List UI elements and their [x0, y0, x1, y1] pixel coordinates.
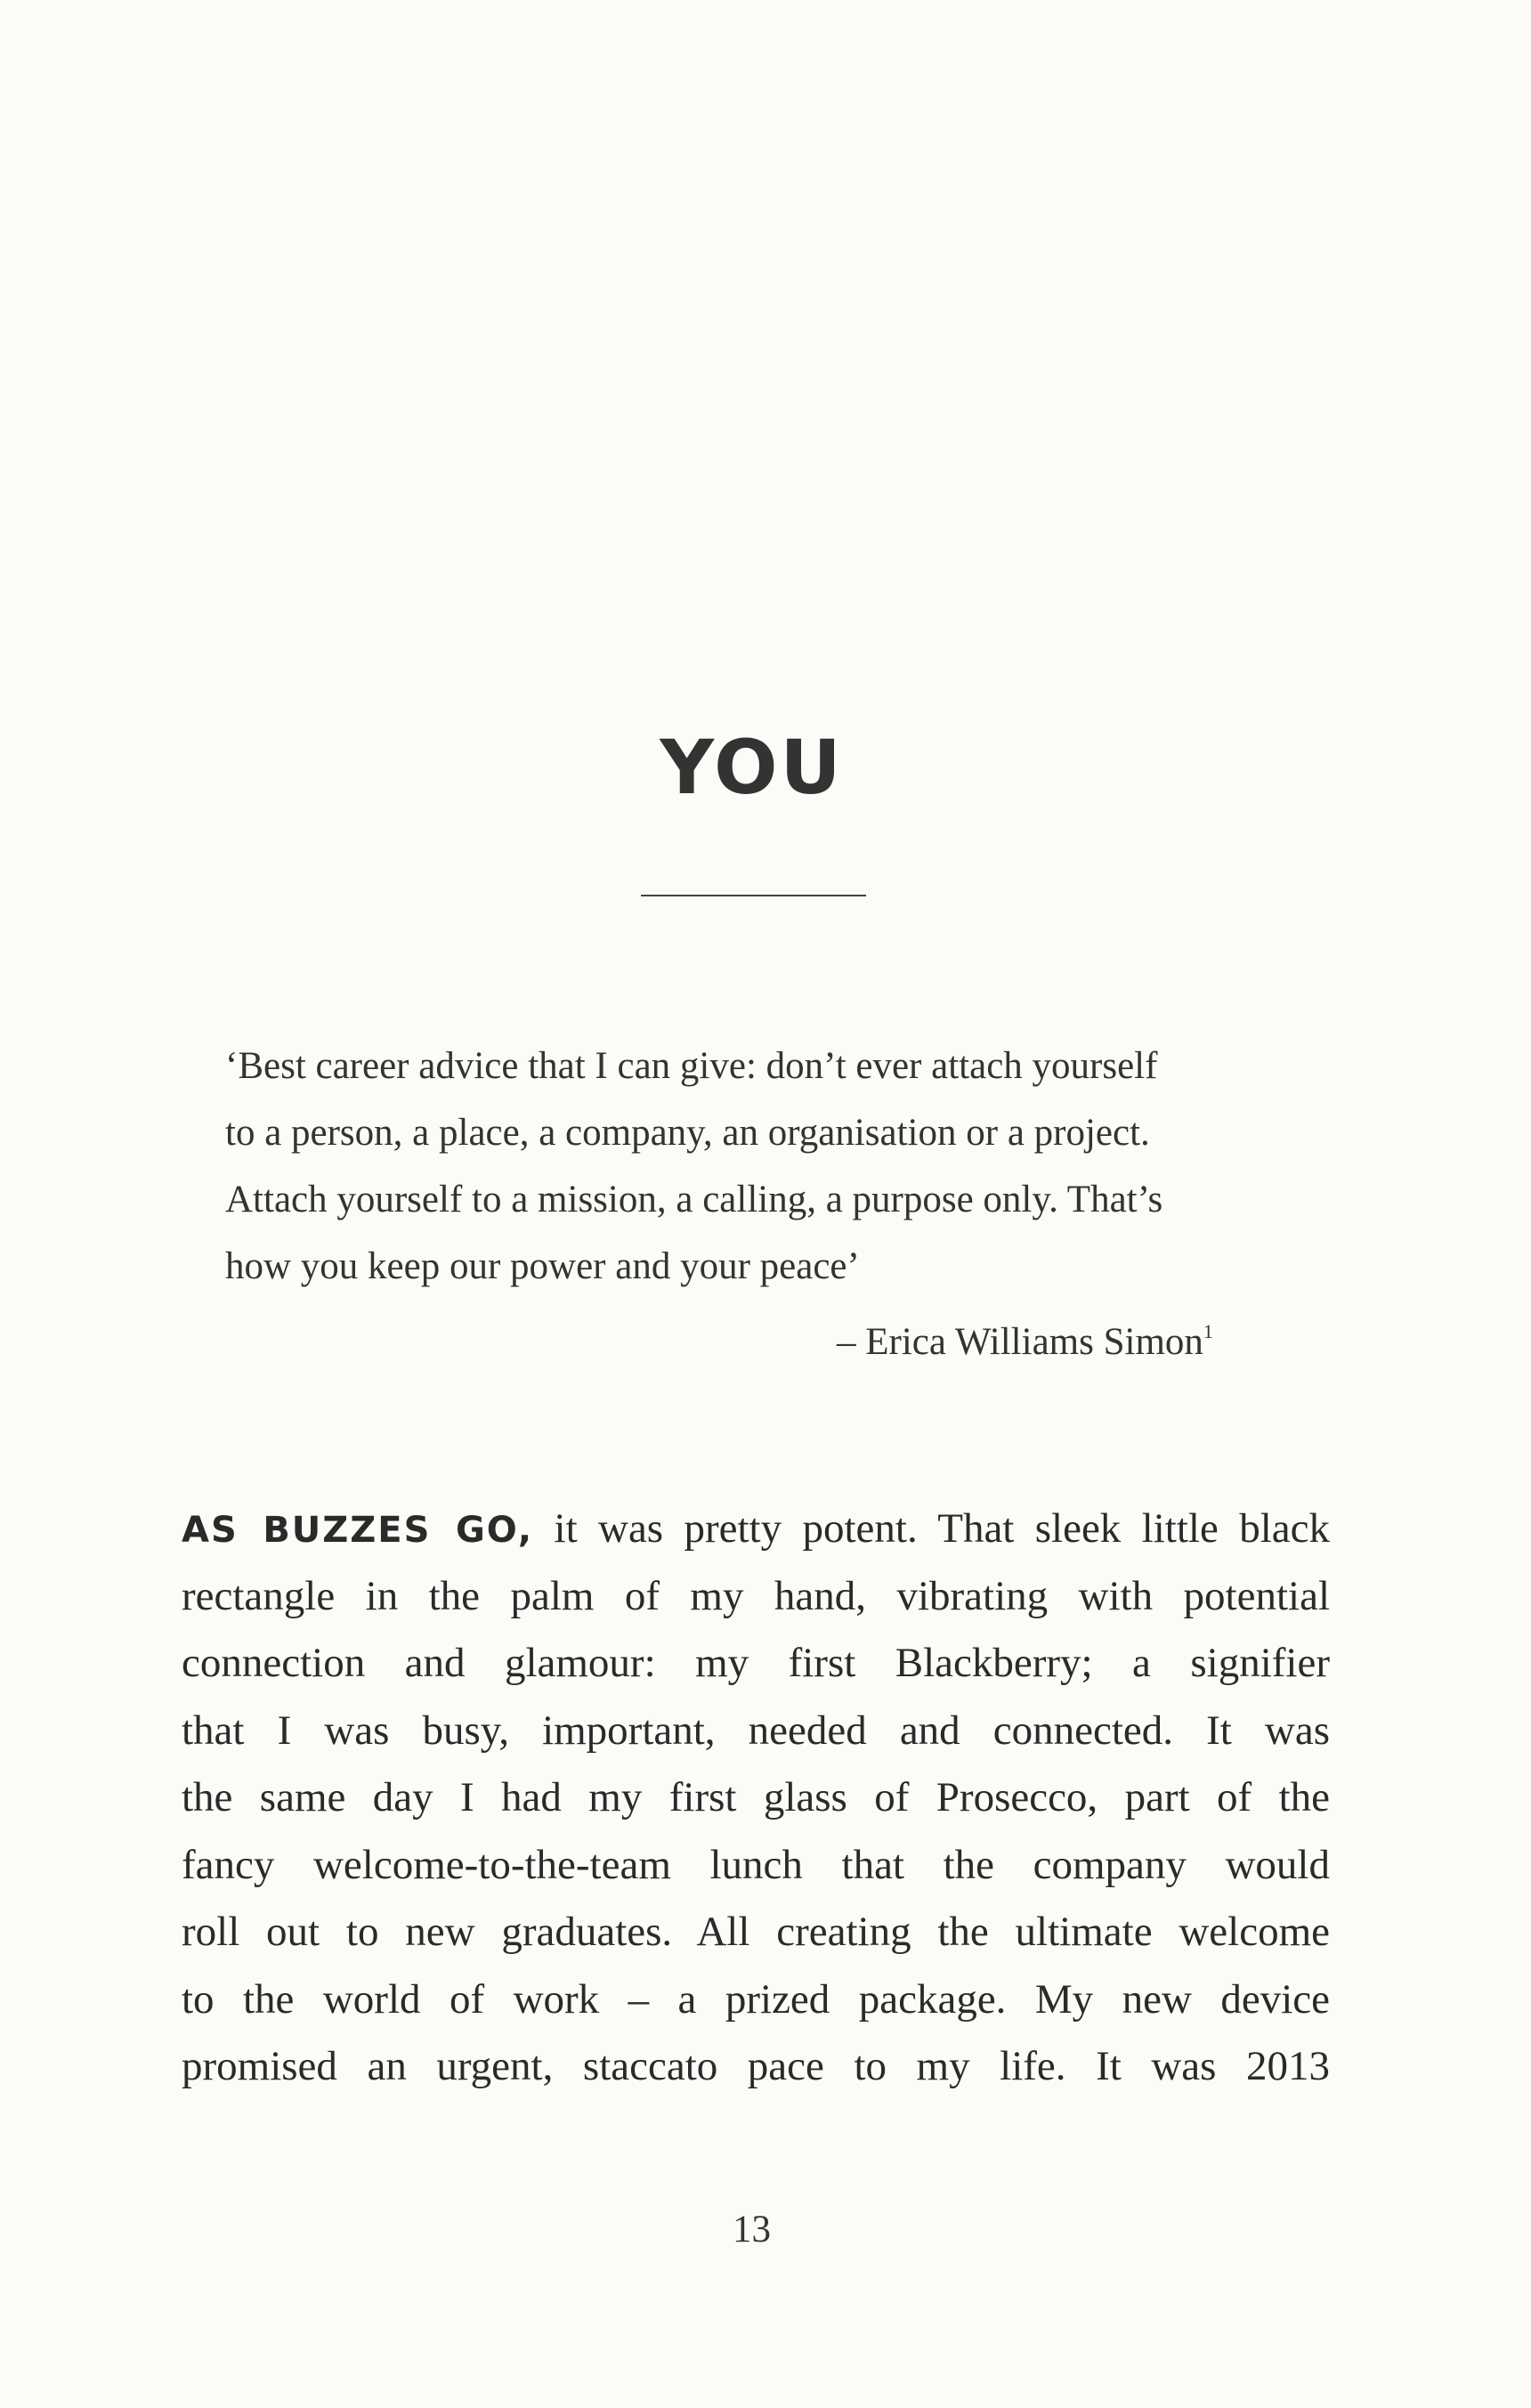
body-line: rectangle in the palm of my hand, vibrating with potential — [182, 1572, 1330, 1619]
epigraph-line: how you keep our power and your peace’ — [225, 1245, 860, 1287]
body-line: connection and glamour: my first Blackberry; a signifier — [182, 1640, 1330, 1686]
body-line: roll out to new graduates. All creating the ultimate welcome — [182, 1909, 1330, 1955]
chapter-title: YOU — [660, 724, 844, 811]
epigraph — [225, 1033, 1293, 1300]
footnote-marker: 1 — [1203, 1320, 1213, 1342]
body-text — [182, 1496, 1330, 2101]
epigraph-attribution — [837, 1298, 1282, 1375]
body-line: to the world of work – a prized package. My new device — [182, 1975, 1330, 2023]
attribution-name: – Erica Williams Simon — [837, 1321, 1203, 1363]
body-line: promised an urgent, staccato pace to my life. It was 2013 — [182, 2043, 1330, 2089]
page-number: 13 — [733, 2209, 771, 2250]
body-line — [182, 1496, 1330, 1563]
epigraph-line: Attach yourself to a mission, a calling, a purpose only. That’s — [225, 1179, 1163, 1220]
body-line-text: it was pretty potent. That sleek little black — [533, 1505, 1330, 1552]
title-rule — [641, 895, 866, 896]
body-line: that I was busy, important, needed and connected. It was — [182, 1707, 1330, 1754]
epigraph-line: ‘Best career advice that I can give: don’t ever attach yourself — [225, 1045, 1158, 1087]
lead-in: AS BUZZES GO, — [182, 1510, 534, 1551]
body-line: fancy welcome-to-the-team lunch that the company would — [182, 1841, 1330, 1888]
epigraph-line: to a person, a place, a company, an organisation or a project. — [225, 1112, 1150, 1154]
body-line: the same day I had my first glass of Prosecco, part of the — [182, 1774, 1330, 1820]
